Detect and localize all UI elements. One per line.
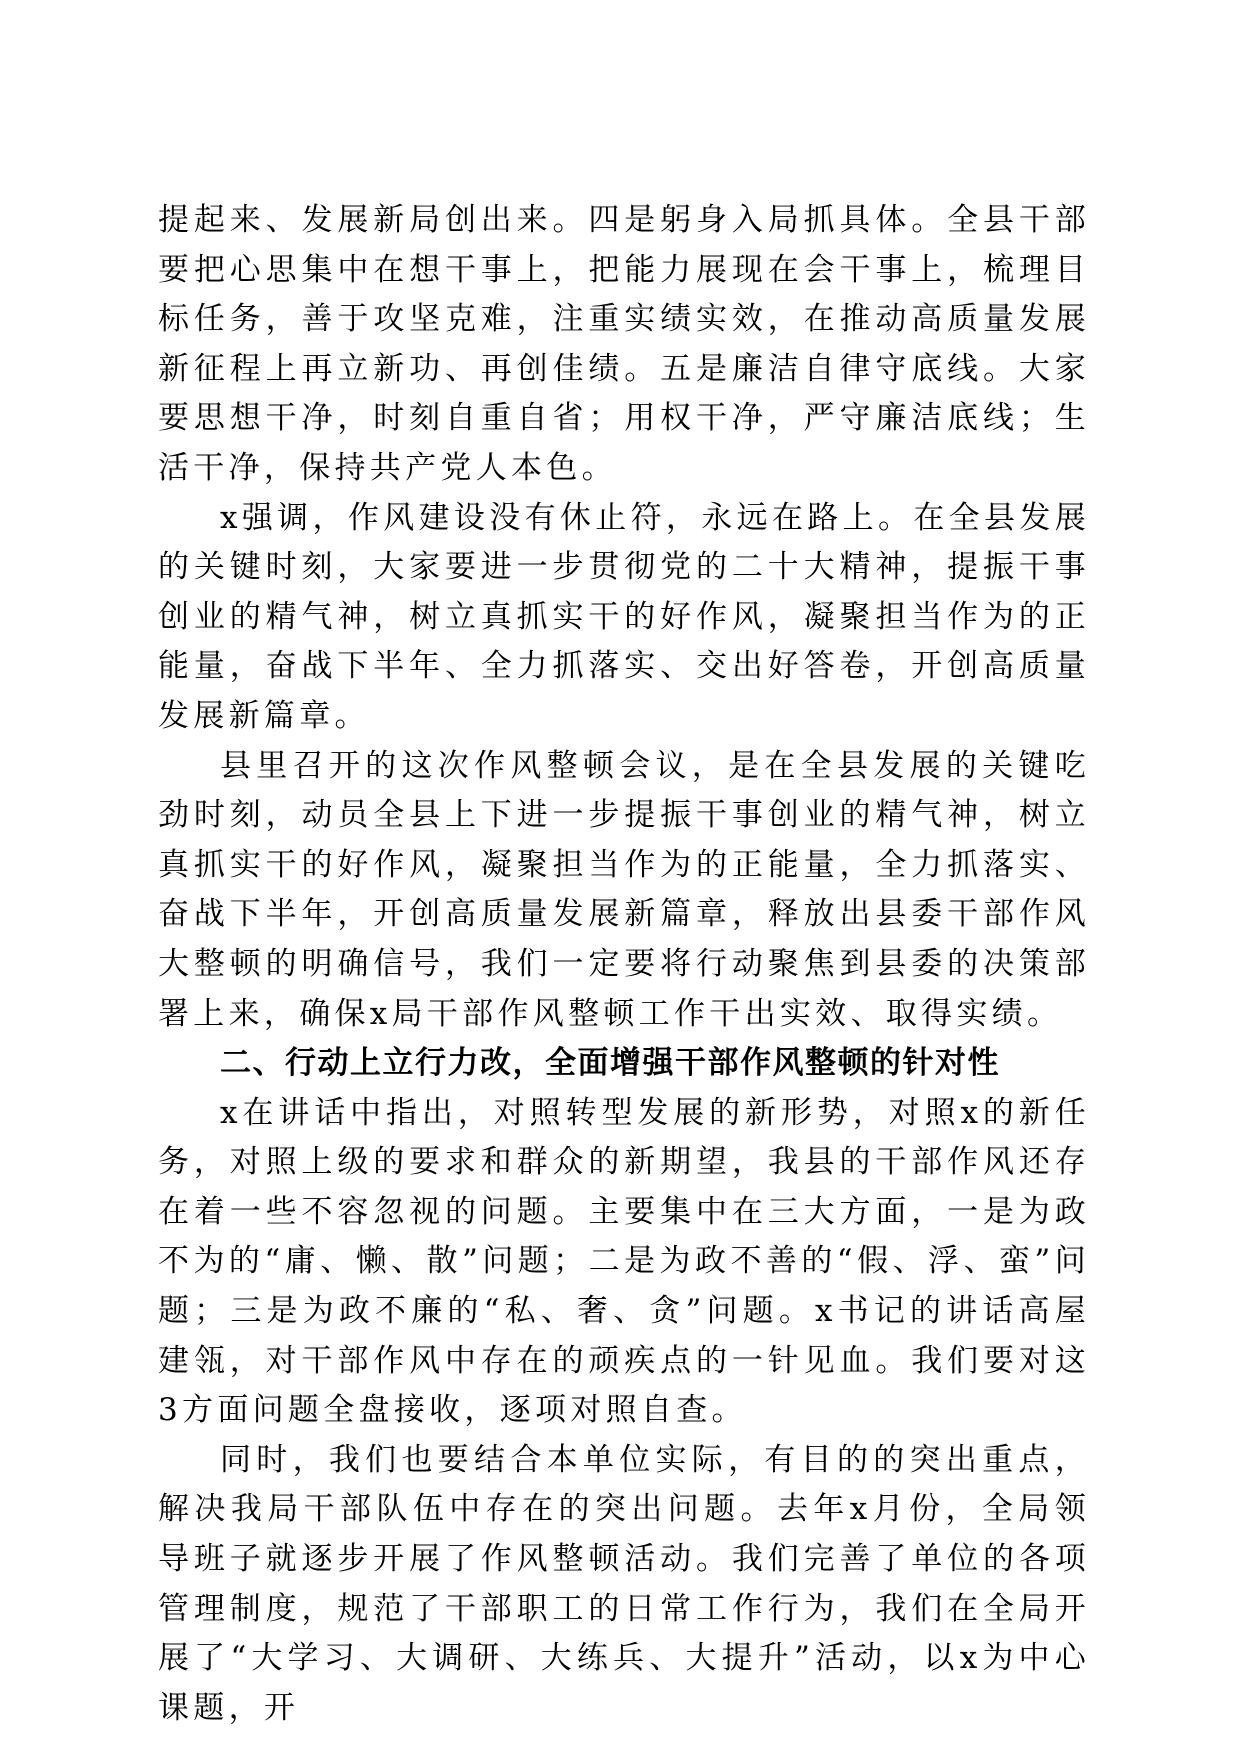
paragraph-emphasis: x强调，作风建设没有休止符，永远在路上。在全县发展的关键时刻，大家要进一步贯彻党的二十大精神，提振干事创业的精气神，树立真抓实干的好作风，凝聚担当作为的正能量，奋战下半年、全力抓落实、交出好答卷，开创高质量发展新篇章。 — [158, 499, 1090, 734]
section-heading: 二、行动上立行力改，全面增强干部作风整顿的针对性 — [220, 1045, 1000, 1082]
paragraph-continuation: 提起来、发展新局创出来。四是躬身入局抓具体。全县干部要把心思集中在想干事上，把能力展现在会干事上，梳理目标任务，善于攻坚克难，注重实绩实效，在推动高质量发展新征程上再立新功、再创佳绩。五是廉洁自律守底线。大家要思想干净，时刻自重自省；用权干净，严守廉洁底线；生活干净，保持共产党人本色。 — [158, 202, 1090, 486]
paragraph-actions: 同时，我们也要结合本单位实际，有目的的突出重点，解决我局干部队伍中存在的突出问题。去年x月份，全局领导班子就逐步开展了作风整顿活动。我们完善了单位的各项管理制度，规范了干部职工的日常工作行为，我们在全局开展了“大学习、大调研、大练兵、大提升”活动，以x为中心课题，开 — [158, 1441, 1090, 1726]
paragraph-meeting: 县里召开的这次作风整顿会议，是在全县发展的关键吃劲时刻，动员全县上下进一步提振干事创业的精气神，树立真抓实干的好作风，凝聚担当作为的正能量，全力抓落实、奋战下半年，开创高质量发展新篇章，释放出县委干部作风大整顿的明确信号，我们一定要将行动聚焦到县委的决策部署上来，确保x局干部作风整顿工作干出实效、取得实绩。 — [158, 747, 1090, 1032]
document-body — [158, 196, 1090, 1733]
paragraph-problems: x在讲话中指出，对照转型发展的新形势，对照x的新任务，对照上级的要求和群众的新期望，我县的干部作风还存在着一些不容忽视的问题。主要集中在三大方面，一是为政不为的“庸、懒、散”问题；二是为政不善的“假、浮、蛮”问题；三是为政不廉的“私、奢、贪”问题。x书记的讲话高屋建瓴，对干部作风中存在的顽疾点的一针见血。我们要对这3方面问题全盘接收，逐项对照自查。 — [158, 1094, 1090, 1429]
